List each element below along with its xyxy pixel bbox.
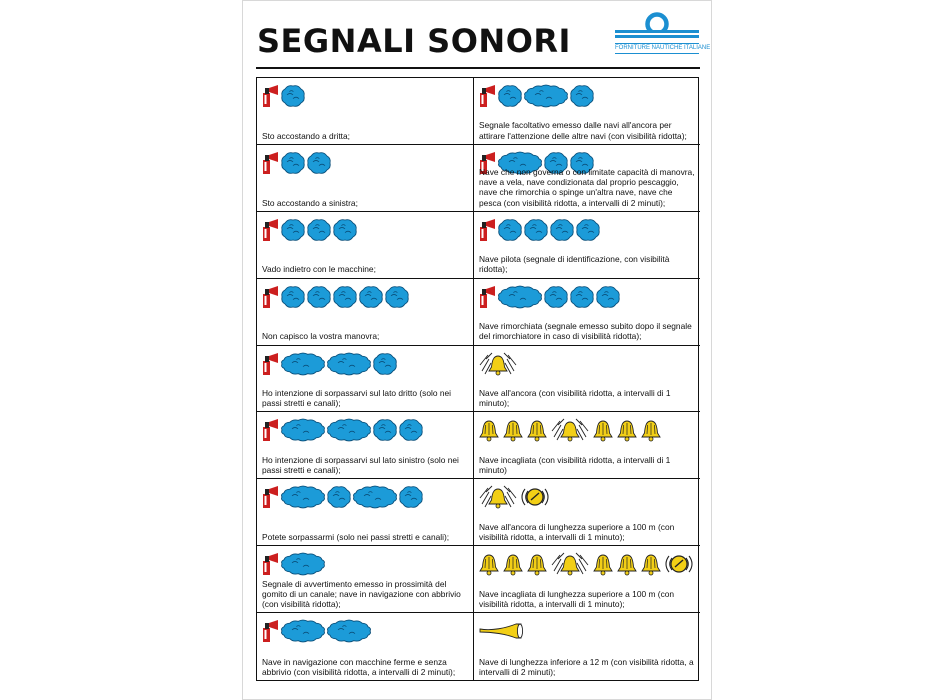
bell-icon [478,418,500,442]
logo-mark-icon [615,12,699,42]
long-blast-icon [327,353,371,375]
fog-horn-icon [478,621,524,641]
short-blast-icon [596,286,620,308]
ringing-bell-icon [478,351,518,377]
air-horn-icon [478,84,496,108]
bell-icon [502,418,524,442]
short-blast-icon [399,419,423,441]
air-horn-icon [261,485,279,509]
short-blast-icon [333,286,357,308]
signal-icons [478,617,524,645]
signals-table [256,77,699,681]
signal-caption: Nave che non governa o con limitate capacità di manovra, nave a vela, nave condizionata dal proprio pescaggio, nave che rimorchia o spinge un'altra nave, nave che pesca (con visibilità ridotta, a intervalli di 2 minuti); [479,166,695,208]
signal-icons [261,483,423,511]
signal-icons [478,350,518,378]
short-blast-icon [524,219,548,241]
air-horn-icon [261,352,279,376]
signal-caption: Ho intenzione di sorpassarvi sul lato dritto (solo nei passi stretti e canali); [262,388,451,409]
bell-icon [640,552,662,576]
short-blast-icon [281,85,305,107]
signal-cell [474,346,700,413]
signal-cell [257,546,474,613]
long-blast-icon [281,486,325,508]
short-blast-icon [576,219,600,241]
bell-icon [526,552,548,576]
signal-icons [478,483,550,511]
signal-icons [261,416,423,444]
short-blast-icon [570,286,594,308]
signal-caption: Sto accostando a sinistra; [262,197,358,208]
signal-cell [474,546,700,613]
long-blast-icon [498,286,542,308]
gong-icon [664,551,694,577]
ringing-bell-icon [550,417,590,443]
bell-icon [526,418,548,442]
long-blast-icon [327,620,371,642]
signal-caption: Sto accostando a dritta; [262,130,350,141]
signal-cell [257,613,474,680]
short-blast-icon [333,219,357,241]
short-blast-icon [327,486,351,508]
short-blast-icon [570,85,594,107]
short-blast-icon [359,286,383,308]
signal-cell [474,412,700,479]
signal-caption: Nave di lunghezza inferiore a 12 m (con visibilità ridotta, a intervalli di 2 minuti); [479,656,694,677]
signal-cell [257,346,474,413]
signal-caption: Segnale facoltativo emesso dalle navi all'ancora per attirare l'attenzione delle altre navi (con visibilità ridotta); [479,120,687,141]
short-blast-icon [385,286,409,308]
signal-cell [257,78,474,145]
short-blast-icon [399,486,423,508]
signal-cell [474,279,700,346]
signal-caption: Nave in navigazione con macchine ferme e senza abbrivio (con visibilità ridotta, a intervalli di 2 minuti); [262,656,456,677]
page-title: SEGNALI SONORI [257,22,571,60]
signal-caption: Nave rimorchiata (segnale emesso subito dopo il segnale del rimorchiatore in caso di visibilità ridotta); [479,321,692,342]
air-horn-icon [261,418,279,442]
signal-cell [257,279,474,346]
signal-icons [478,283,620,311]
signal-caption: Potete sorpassarmi (solo nei passi stretti e canali); [262,532,450,543]
signal-cell [474,613,700,680]
air-horn-icon [478,285,496,309]
long-blast-icon [281,620,325,642]
long-blast-icon [281,553,325,575]
air-horn-icon [261,619,279,643]
air-horn-icon [261,218,279,242]
signal-icons [261,283,409,311]
signal-cell [257,412,474,479]
signal-icons [478,216,600,244]
short-blast-icon [373,419,397,441]
signal-caption: Nave all'ancora di lunghezza superiore a 100 m (con visibilità ridotta, a intervalli di 1 minuto); [479,521,675,543]
bell-icon [478,552,500,576]
short-blast-icon [307,219,331,241]
bell-icon [616,418,638,442]
bell-icon [592,418,614,442]
signal-icons [261,82,305,110]
signal-cell [257,479,474,546]
brand-name: FORNITURE NAUTICHE ITALIANE [615,43,699,54]
air-horn-icon [261,151,279,175]
signal-icons [478,416,662,444]
signal-cell [474,78,700,145]
signal-icons [478,82,594,110]
long-blast-icon [353,486,397,508]
signal-caption: Nave incagliata di lunghezza superiore a 100 m (con visibilità ridotta, a intervalli di 1 minuto); [479,588,675,609]
signal-caption: Non capisco la vostra manovra; [262,331,380,342]
ringing-bell-icon [478,484,518,510]
bell-icon [616,552,638,576]
signal-caption: Nave all'ancora (con visibilità ridotta, a intervalli di 1 minuto); [479,388,671,409]
short-blast-icon [373,353,397,375]
gong-icon [520,484,550,510]
signal-cell [474,212,700,279]
signal-icons [261,149,331,177]
bell-icon [640,418,662,442]
signal-icons [478,550,694,578]
signal-cell [257,212,474,279]
air-horn-icon [261,285,279,309]
short-blast-icon [498,219,522,241]
brand-logo [615,12,711,54]
short-blast-icon [550,219,574,241]
signal-caption: Nave incagliata (con visibilità ridotta, a intervalli di 1 minuto) [479,454,671,476]
signal-caption: Ho intenzione di sorpassarvi sul lato sinistro (solo nei passi stretti e canali); [262,454,459,476]
short-blast-icon [281,152,305,174]
signal-cell [474,479,700,546]
signal-icons [261,216,357,244]
long-blast-icon [281,353,325,375]
signal-caption: Nave pilota (segnale di identificazione, con visibilità ridotta); [479,254,670,275]
signal-icons [261,617,371,645]
signal-icons [261,350,397,378]
bell-icon [592,552,614,576]
short-blast-icon [307,286,331,308]
short-blast-icon [498,85,522,107]
air-horn-icon [478,218,496,242]
short-blast-icon [307,152,331,174]
signal-cell [257,145,474,212]
air-horn-icon [261,84,279,108]
long-blast-icon [524,85,568,107]
title-rule [256,67,700,69]
bell-icon [502,552,524,576]
signal-caption: Vado indietro con le macchine; [262,264,376,275]
long-blast-icon [281,419,325,441]
air-horn-icon [261,552,279,576]
short-blast-icon [281,286,305,308]
short-blast-icon [544,286,568,308]
ringing-bell-icon [550,551,590,577]
short-blast-icon [281,219,305,241]
signal-caption: Segnale di avvertimento emesso in prossimità del gomito di un canale; nave in navigazione con abbrivio (con visibilità ridotta); [262,578,461,609]
long-blast-icon [327,419,371,441]
signal-icons [261,550,325,578]
signal-cell [474,145,700,212]
